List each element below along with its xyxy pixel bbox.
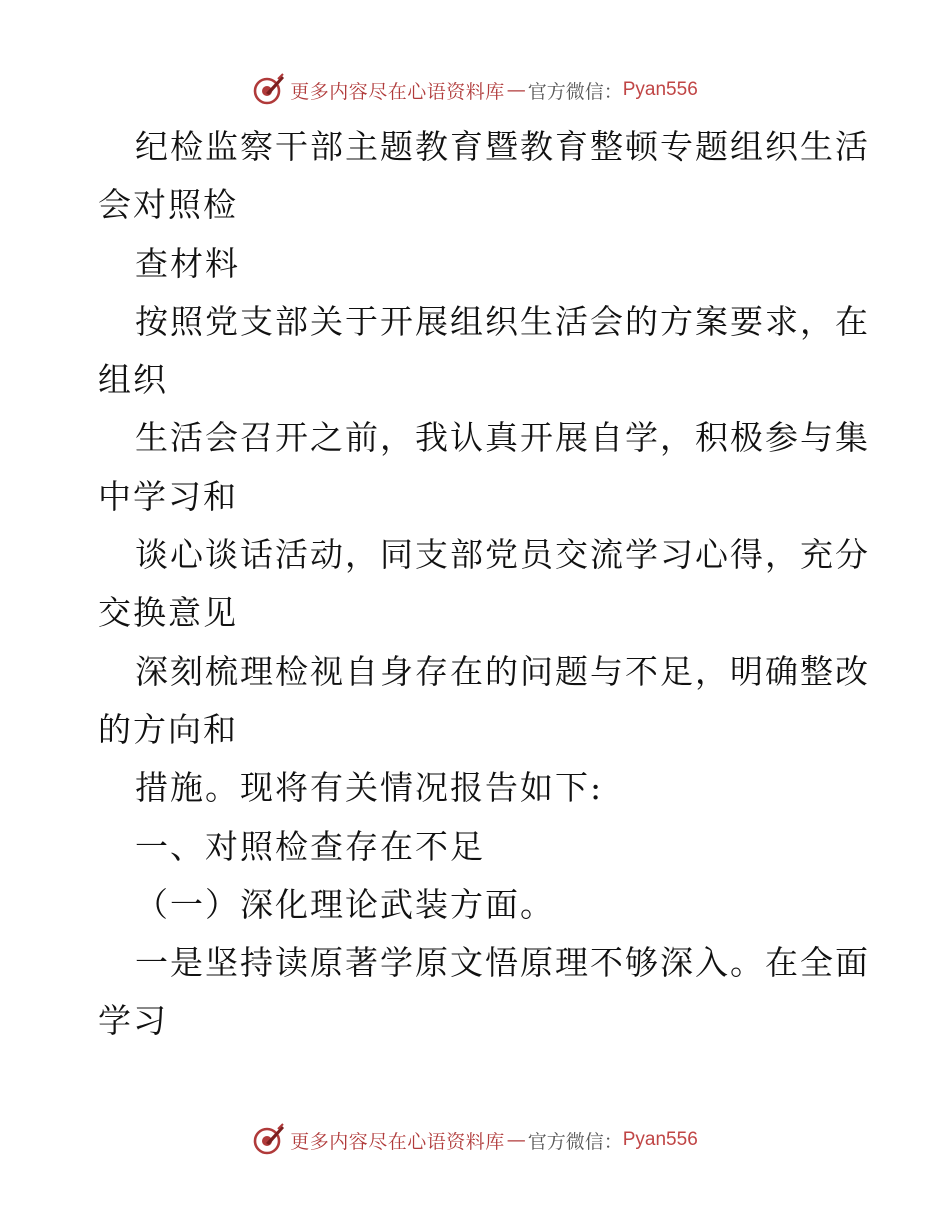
watermark-site-text: 更多内容尽在心语资料库 (290, 1130, 505, 1153)
doc-paragraph-line: 按照党支部关于开展组织生活会的方案要求，在 (135, 301, 870, 341)
doc-paragraph-line: 谈心谈话活动，同支部党员交流学习心得，充分 (135, 535, 870, 575)
watermark-dash: — (506, 1129, 526, 1151)
doc-paragraph-line: 措施。现将有关情况报告如下: (135, 768, 604, 808)
quill-seal-icon (252, 73, 286, 107)
doc-paragraph-line: 中学习和 (98, 476, 238, 516)
watermark-dash: — (506, 79, 526, 101)
doc-section-heading: 一、对照检查存在不足 (135, 826, 485, 866)
doc-paragraph-line: 深刻梳理检视自身存在的问题与不足，明确整改 (135, 651, 870, 691)
doc-paragraph-line: 组织 (98, 360, 168, 400)
doc-paragraph-line: 学习 (98, 1001, 168, 1041)
doc-title-line-1: 纪检监察干部主题教育暨教育整顿专题组织生活 (135, 127, 870, 166)
doc-paragraph-line: 的方向和 (98, 709, 238, 749)
watermark-wechat-id: Pyan556 (622, 79, 698, 100)
doc-paragraph-line: 生活会召开之前，我认真开展自学，积极参与集 (135, 418, 870, 458)
watermark-wechat-id: Pyan556 (622, 1129, 698, 1150)
document-body (98, 118, 870, 1051)
footer-watermark (0, 1120, 950, 1160)
watermark-site-text: 更多内容尽在心语资料库 (290, 80, 505, 103)
watermark-label: 官方微信： (527, 80, 623, 103)
doc-paragraph-line: 交换意见 (98, 593, 238, 633)
doc-title-line-2: 会对照检 (98, 185, 238, 225)
header-watermark (0, 70, 950, 110)
doc-title-line-3: 查材料 (135, 243, 240, 283)
doc-subsection-heading: （一）深化理论武装方面。 (135, 884, 555, 924)
watermark-label: 官方微信： (527, 1130, 623, 1153)
quill-seal-icon (252, 1123, 286, 1157)
doc-paragraph-line: 一是坚持读原著学原文悟原理不够深入。在全面 (135, 943, 870, 983)
